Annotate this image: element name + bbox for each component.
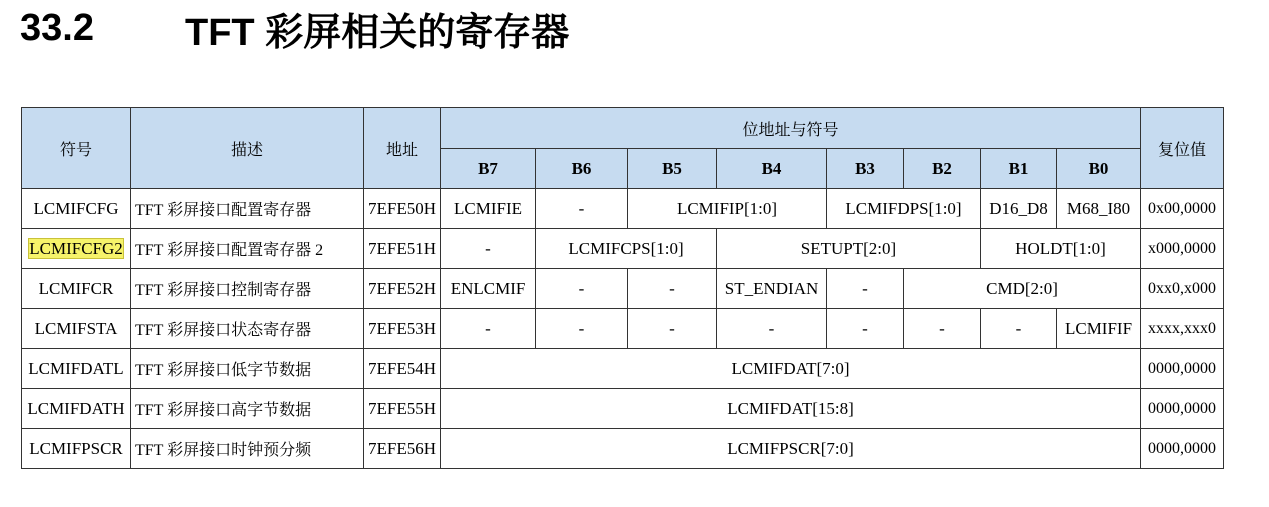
register-symbol: LCMIFCFG	[22, 189, 131, 229]
register-address: 7EFE53H	[364, 309, 441, 349]
reset-value: xxxx,xxx0	[1141, 309, 1224, 349]
header-bit-group: 位地址与符号	[441, 108, 1141, 149]
bit-field: -	[536, 269, 628, 309]
register-table	[21, 107, 1224, 469]
table-row	[22, 309, 1224, 349]
header-bit-b1: B1	[981, 149, 1057, 189]
reset-value: 0000,0000	[1141, 429, 1224, 469]
table-row	[22, 189, 1224, 229]
reset-value: 0000,0000	[1141, 349, 1224, 389]
bit-field: -	[628, 269, 717, 309]
bit-field: LCMIFIF	[1057, 309, 1141, 349]
bit-field: HOLDT[1:0]	[981, 229, 1141, 269]
bit-field: ST_ENDIAN	[717, 269, 827, 309]
register-description: TFT 彩屏接口控制寄存器	[131, 269, 364, 309]
register-symbol: LCMIFDATH	[22, 389, 131, 429]
header-symbol: 符号	[22, 108, 131, 189]
register-address: 7EFE56H	[364, 429, 441, 469]
bit-field: M68_I80	[1057, 189, 1141, 229]
header-bit-b3: B3	[827, 149, 904, 189]
table-row	[22, 429, 1224, 469]
bit-field: ENLCMIF	[441, 269, 536, 309]
header-bit-b6: B6	[536, 149, 628, 189]
register-symbol: LCMIFSTA	[22, 309, 131, 349]
header-description: 描述	[131, 108, 364, 189]
bit-field: -	[827, 269, 904, 309]
bit-field: SETUPT[2:0]	[717, 229, 981, 269]
bit-field: LCMIFDAT[7:0]	[441, 349, 1141, 389]
register-symbol: LCMIFPSCR	[22, 429, 131, 469]
register-address: 7EFE51H	[364, 229, 441, 269]
register-address: 7EFE52H	[364, 269, 441, 309]
header-bit-b2: B2	[904, 149, 981, 189]
register-description: TFT 彩屏接口高字节数据	[131, 389, 364, 429]
bit-field: CMD[2:0]	[904, 269, 1141, 309]
header-bit-b0: B0	[1057, 149, 1141, 189]
header-bit-b7: B7	[441, 149, 536, 189]
header-bit-b5: B5	[628, 149, 717, 189]
bit-field: -	[441, 229, 536, 269]
register-address: 7EFE54H	[364, 349, 441, 389]
bit-field: LCMIFDPS[1:0]	[827, 189, 981, 229]
table-row	[22, 229, 1224, 269]
register-description: TFT 彩屏接口配置寄存器 2	[131, 229, 364, 269]
register-symbol: LCMIFDATL	[22, 349, 131, 389]
register-address: 7EFE50H	[364, 189, 441, 229]
section-number: 33.2	[20, 6, 94, 49]
reset-value: 0000,0000	[1141, 389, 1224, 429]
bit-field: LCMIFPSCR[7:0]	[441, 429, 1141, 469]
bit-field: -	[536, 309, 628, 349]
register-description: TFT 彩屏接口配置寄存器	[131, 189, 364, 229]
reset-value: 0x00,0000	[1141, 189, 1224, 229]
header-row-1	[22, 108, 1224, 149]
bit-field: -	[536, 189, 628, 229]
header-reset: 复位值	[1141, 108, 1224, 189]
section-heading	[20, 2, 569, 54]
header-address: 地址	[364, 108, 441, 189]
header-bit-b4: B4	[717, 149, 827, 189]
table-row	[22, 269, 1224, 309]
section-title: TFT 彩屏相关的寄存器	[185, 11, 570, 54]
bit-field: -	[441, 309, 536, 349]
bit-field: LCMIFIP[1:0]	[628, 189, 827, 229]
bit-field: LCMIFIE	[441, 189, 536, 229]
bit-field: -	[981, 309, 1057, 349]
bit-field: -	[904, 309, 981, 349]
register-description: TFT 彩屏接口低字节数据	[131, 349, 364, 389]
bit-field: -	[827, 309, 904, 349]
bit-field: D16_D8	[981, 189, 1057, 229]
bit-field: -	[717, 309, 827, 349]
register-address: 7EFE55H	[364, 389, 441, 429]
register-description: TFT 彩屏接口时钟预分频	[131, 429, 364, 469]
bit-field: -	[628, 309, 717, 349]
table-row	[22, 349, 1224, 389]
reset-value: 0xx0,x000	[1141, 269, 1224, 309]
reset-value: x000,0000	[1141, 229, 1224, 269]
register-description: TFT 彩屏接口状态寄存器	[131, 309, 364, 349]
bit-field: LCMIFCPS[1:0]	[536, 229, 717, 269]
register-symbol: LCMIFCR	[22, 269, 131, 309]
register-symbol	[22, 229, 131, 269]
bit-field: LCMIFDAT[15:8]	[441, 389, 1141, 429]
highlighted-symbol: LCMIFCFG2	[29, 238, 123, 258]
table-row	[22, 389, 1224, 429]
